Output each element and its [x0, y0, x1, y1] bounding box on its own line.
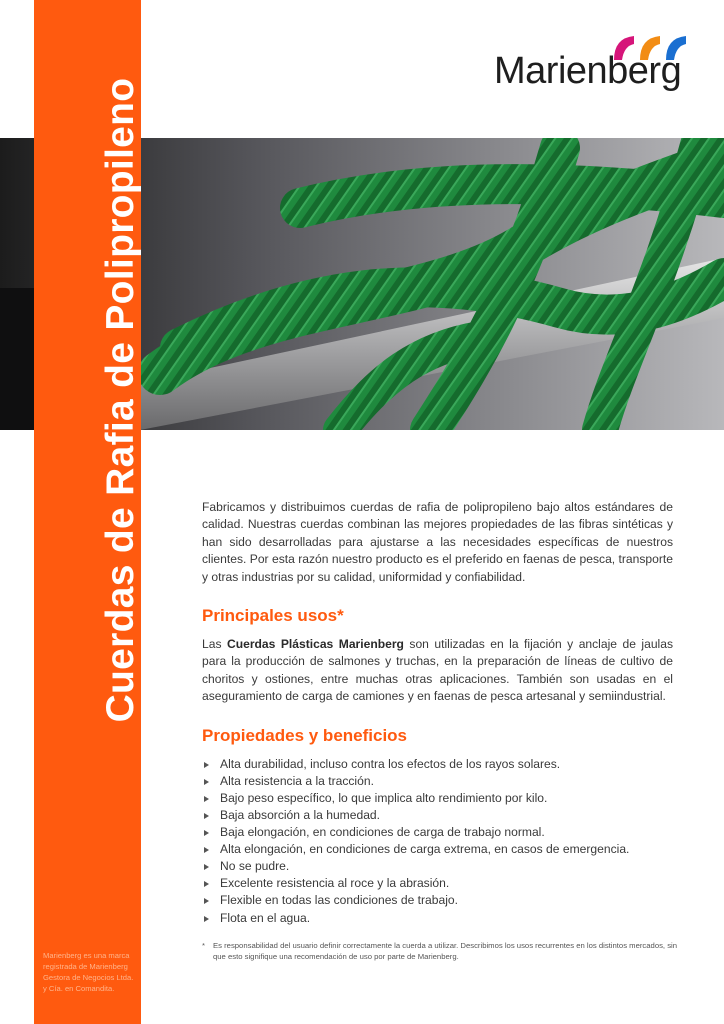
bullet-triangle-icon: [204, 813, 209, 819]
footnote: [202, 940, 680, 962]
bullet-triangle-icon: [204, 864, 209, 870]
marienberg-logo: [494, 34, 694, 98]
list-item: Baja absorción a la humedad.: [202, 807, 673, 824]
uses-paragraph: [202, 636, 673, 706]
properties-heading: Propiedades y beneficios: [202, 725, 408, 745]
logo-wordmark: Marienberg: [494, 50, 682, 92]
properties-list: [202, 756, 673, 927]
list-item: Flota en el agua.: [202, 910, 673, 927]
uses-lead: Las: [202, 637, 227, 652]
list-item: Flexible en todas las condiciones de trabajo.: [202, 892, 673, 909]
footnote-marker: *: [202, 941, 205, 950]
list-item: Bajo peso específico, lo que implica alto rendimiento por kilo.: [202, 790, 673, 807]
bullet-triangle-icon: [204, 847, 209, 853]
product-name: Cuerdas Plásticas Marienberg: [226, 637, 404, 652]
uses-text: son utilizadas en la fijación y anclaje de jaulas para la producción de salmones y truchas, en la preparación de líneas de cultivo de choritos y ostiones, entre muchas otras aplicaciones. También son usadas en el aseguramiento de carga de camiones y en faenas de pesca artesanal y semiindustrial.: [202, 637, 673, 704]
trademark-note: Marienberg es una marca registrada de Marienberg Gestora de Negocios Ltda. y Cía. en Comandita.: [43, 951, 134, 993]
bullet-triangle-icon: [204, 796, 209, 802]
list-item: Alta elongación, en condiciones de carga extrema, en casos de emergencia.: [202, 841, 673, 858]
main-content: [202, 499, 673, 927]
list-item: Alta durabilidad, incluso contra los efectos de los rayos solares.: [202, 756, 673, 773]
bullet-triangle-icon: [204, 916, 209, 922]
list-item: No se pudre.: [202, 858, 673, 875]
list-item: Baja elongación, en condiciones de carga de trabajo normal.: [202, 824, 673, 841]
orange-sidebar: [34, 0, 141, 1024]
intro-paragraph: Fabricamos y distribuimos cuerdas de rafia de polipropileno bajo altos estándares de calidad. Nuestras cuerdas combinan las mejores propiedades de las fibras sintéticas y han sido desarrolladas para ajustarse a las necesidades específicas de nuestros clientes. Por esta razón nuestro producto es el preferido en faenas de pesca, transporte y otras industrias por su calidad, uniformidad y confiabilidad.: [202, 500, 673, 584]
bullet-triangle-icon: [204, 898, 209, 904]
bullet-triangle-icon: [204, 779, 209, 785]
list-item: Excelente resistencia al roce y la abrasión.: [202, 875, 673, 892]
uses-heading: Principales usos*: [202, 606, 344, 626]
vertical-title: Cuerdas de Rafia de Polipropileno: [99, 77, 142, 723]
bullet-triangle-icon: [204, 881, 209, 887]
bullet-triangle-icon: [204, 830, 209, 836]
list-item: Alta resistencia a la tracción.: [202, 773, 673, 790]
bullet-triangle-icon: [204, 762, 209, 768]
footnote-text: Es responsabilidad del usuario definir correctamente la cuerda a utilizar. Describimos los usos recurrentes en los distintos mercados, sin que esto signifique una recomendación de uso por parte de Marienberg.: [213, 941, 678, 961]
